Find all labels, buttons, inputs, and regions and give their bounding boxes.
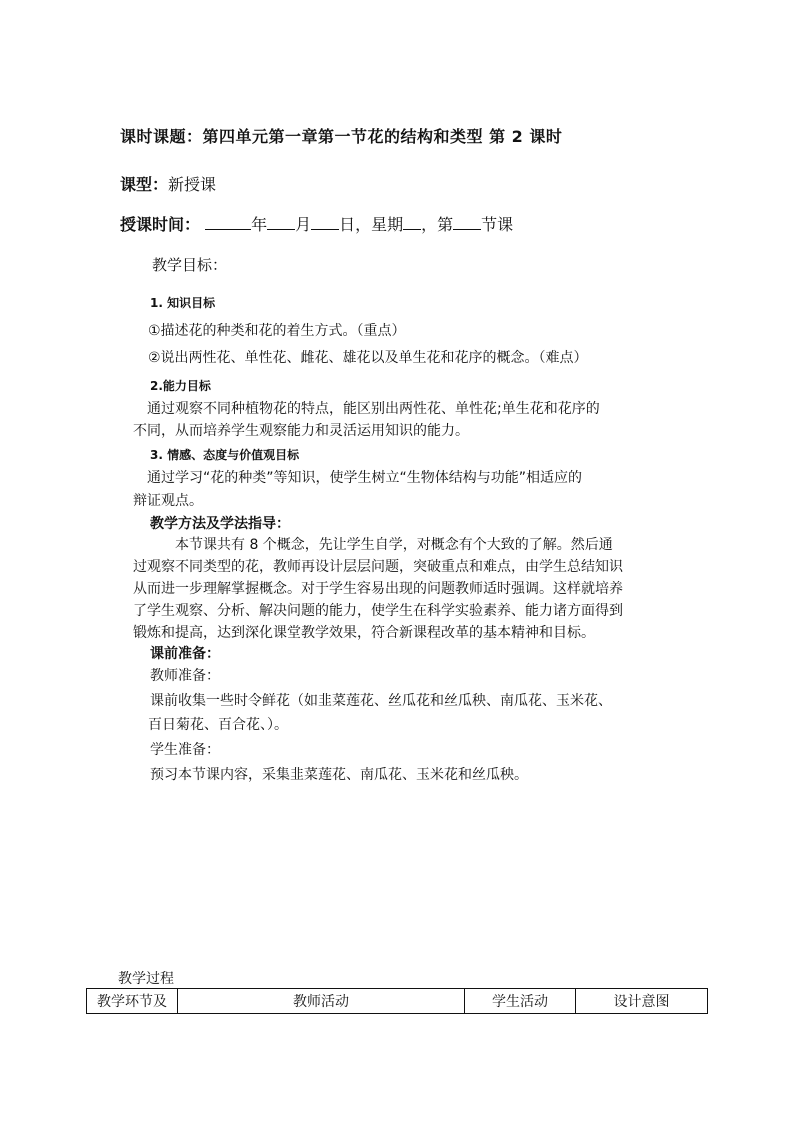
goals-heading: 教学目标： [152, 256, 228, 274]
teacher-prep-label: 教师准备： [150, 668, 220, 684]
knowledge-heading: 1. 知识目标 [150, 296, 216, 310]
lesson-title: 课时课题：第四单元第一章第一节花的结构和类型 第 2 课时 [120, 127, 563, 146]
process-heading: 教学过程 [118, 971, 174, 987]
col-design-intent: 设计意图 [576, 989, 708, 1014]
lesson-type-value: 新授课 [168, 175, 217, 194]
col-teacher-activity: 教师活动 [178, 989, 465, 1014]
day-text: 日，星期 [339, 215, 404, 234]
prep-heading: 课前准备： [150, 646, 220, 662]
lesson-time-label: 授课时间： [120, 215, 201, 234]
teacher-prep-line-1: 课前收集一些时令鲜花（如韭菜莲花、丝瓜花和丝瓜秧、南瓜花、玉米花、 [150, 693, 612, 709]
ability-line-1: 通过观察不同种植物花的特点，能区别出两性花、单性花;单生花和花序的 [147, 401, 600, 417]
knowledge-item-2: ②说出两性花、单性花、雌花、雄花以及单生花和花序的概念。（难点） [148, 350, 588, 366]
col-student-activity: 学生活动 [465, 989, 576, 1014]
month-text: 月 [295, 215, 312, 234]
emotion-line-1: 通过学习“花的种类”等知识，使学生树立“生物体结构与功能”相适应的 [147, 470, 583, 486]
method-line-2: 过观察不同类型的花，教师再设计层层问题，突破重点和难点，由学生总结知识 [133, 559, 623, 575]
ability-heading: 2.能力目标 [150, 379, 211, 393]
lesson-type [120, 172, 216, 195]
student-prep-line: 预习本节课内容，采集韭菜莲花、南瓜花、玉米花和丝瓜秧。 [150, 767, 528, 783]
process-table [86, 988, 708, 1014]
emotion-heading: 3. 情感、态度与价值观目标 [150, 448, 300, 462]
weekday-blank[interactable] [403, 215, 421, 230]
table-header-row [87, 989, 708, 1014]
method-line-1: 本节课共有 8 个概念，先让学生自学，对概念有个大致的了解。然后通 [175, 537, 613, 553]
method-heading: 教学方法及学法指导： [150, 516, 290, 532]
ability-line-2: 不同，从而培养学生观察能力和灵活运用知识的能力。 [133, 423, 469, 439]
year-text: 年 [251, 215, 268, 234]
year-blank[interactable] [205, 215, 251, 230]
lesson-time [120, 212, 513, 235]
day-blank[interactable] [311, 215, 339, 230]
knowledge-item-1: ①描述花的种类和花的着生方式。（重点） [148, 323, 406, 339]
lesson-type-label: 课型： [120, 175, 169, 194]
teacher-prep-line-2: 百日菊花、百合花、）。 [148, 717, 288, 733]
period-text: 节课 [481, 215, 514, 234]
col-stage: 教学环节及 [87, 989, 178, 1014]
emotion-line-2: 辩证观点。 [133, 493, 203, 509]
method-line-5: 锻炼和提高，达到深化课堂教学效果，符合新课程改革的基本精神和目标。 [133, 625, 595, 641]
period-blank[interactable] [453, 215, 481, 230]
method-line-4: 了学生观察、分析、解决问题的能力，使学生在科学实验素养、能力诸方面得到 [133, 603, 623, 619]
period-prefix-text: ，第 [421, 215, 454, 234]
method-line-3: 从而进一步理解掌握概念。对于学生容易出现的问题教师适时强调。这样就培养 [133, 581, 623, 597]
student-prep-label: 学生准备： [150, 742, 220, 758]
month-blank[interactable] [267, 215, 295, 230]
